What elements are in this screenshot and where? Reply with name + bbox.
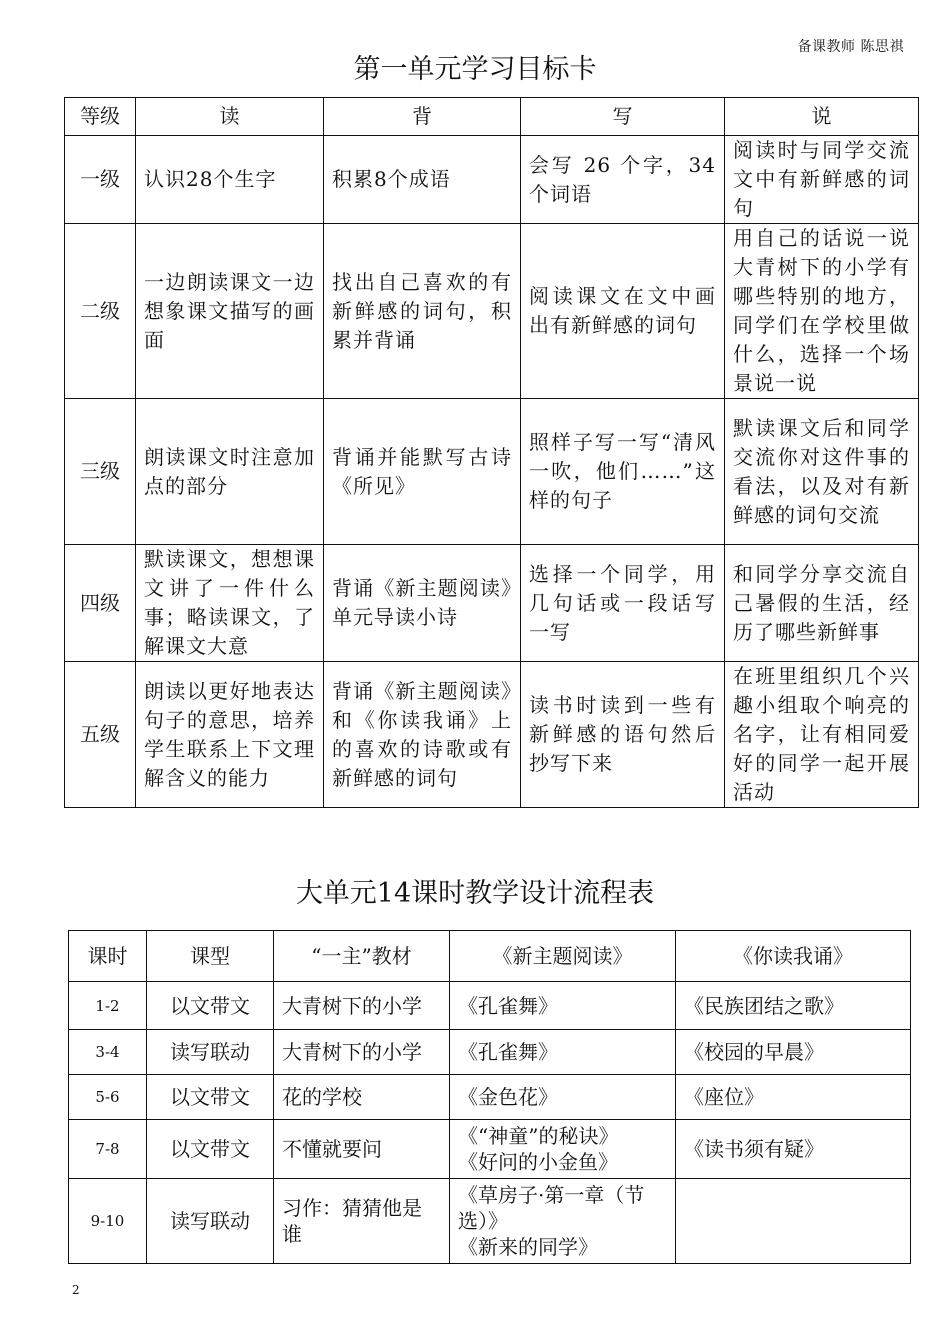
col-header-recite: 背 xyxy=(324,98,521,136)
table-row xyxy=(69,982,911,1030)
col-header-main-text: “一主”教材 xyxy=(274,931,450,982)
write-cell: 读书时读到一些有新鲜感的语句然后抄写下来 xyxy=(521,662,725,808)
theme-reading-cell: 《金色花》 xyxy=(450,1075,676,1120)
theme-reading-cell: 《孔雀舞》 xyxy=(450,1030,676,1075)
lesson-type-cell: 读写联动 xyxy=(147,1179,274,1264)
main-text-cell: 习作：猜猜他是谁 xyxy=(274,1179,450,1264)
table-row xyxy=(69,1030,911,1075)
col-header-type: 课型 xyxy=(147,931,274,982)
write-cell: 照样子写一写“清风一吹，他们……”这样的句子 xyxy=(521,399,725,545)
read-cell: 一边朗读课文一边想象课文描写的画面 xyxy=(136,224,324,399)
lesson-type-cell: 以文带文 xyxy=(147,1120,274,1179)
theme-reading-cell: 《孔雀舞》 xyxy=(450,982,676,1030)
level-cell: 二级 xyxy=(65,224,136,399)
col-header-level: 等级 xyxy=(65,98,136,136)
write-cell: 阅读课文在文中画出有新鲜感的词句 xyxy=(521,224,725,399)
write-cell: 会写 26 个字，34个词语 xyxy=(521,136,725,224)
speak-cell: 默读课文后和同学交流你对这件事的看法，以及对有新鲜感的词句交流 xyxy=(725,399,919,545)
theme-reading-title: 《草房子·第一章（节选）》 xyxy=(458,1183,645,1233)
lesson-cell: 3-4 xyxy=(69,1030,147,1075)
table-row xyxy=(65,545,919,662)
table-row xyxy=(69,1179,911,1264)
speak-cell: 阅读时与同学交流文中有新鲜感的词句 xyxy=(725,136,919,224)
level-cell: 一级 xyxy=(65,136,136,224)
main-text-cell: 花的学校 xyxy=(274,1075,450,1120)
main-text-cell: 大青树下的小学 xyxy=(274,982,450,1030)
plan-header-row xyxy=(69,931,911,982)
recite-book-cell xyxy=(676,1179,911,1264)
lesson-cell: 1-2 xyxy=(69,982,147,1030)
write-cell: 选择一个同学，用几句话或一段话写一写 xyxy=(521,545,725,662)
col-header-read: 读 xyxy=(136,98,324,136)
recite-book-cell: 《读书须有疑》 xyxy=(676,1120,911,1179)
lesson-type-cell: 以文带文 xyxy=(147,1075,274,1120)
read-cell: 朗读以更好地表达句子的意思，培养学生联系上下文理解含义的能力 xyxy=(136,662,324,808)
lesson-cell: 5-6 xyxy=(69,1075,147,1120)
read-cell: 认识28个生字 xyxy=(136,136,324,224)
read-cell: 默读课文，想想课文讲了一件什么事；略读课文，了解课文大意 xyxy=(136,545,324,662)
table-row xyxy=(69,1075,911,1120)
lesson-plan-table xyxy=(68,930,911,1264)
theme-reading-title: 《好问的小金鱼》 xyxy=(458,1150,618,1174)
main-text-cell: 不懂就要问 xyxy=(274,1120,450,1179)
read-cell: 朗读课文时注意加点的部分 xyxy=(136,399,324,545)
recite-cell: 背诵《新主题阅读》和《你读我诵》上的喜欢的诗歌或有新鲜感的词句 xyxy=(324,662,521,808)
lesson-cell: 9-10 xyxy=(69,1179,147,1264)
level-cell: 四级 xyxy=(65,545,136,662)
speak-cell: 在班里组织几个兴趣小组取个响亮的名字，让有相同爱好的同学一起开展活动 xyxy=(725,662,919,808)
theme-reading-cell xyxy=(450,1179,676,1264)
recite-cell: 积累8个成语 xyxy=(324,136,521,224)
table-row xyxy=(65,399,919,545)
level-cell: 三级 xyxy=(65,399,136,545)
col-header-theme-reading: 《新主题阅读》 xyxy=(450,931,676,982)
lesson-type-cell: 以文带文 xyxy=(147,982,274,1030)
main-text-cell: 大青树下的小学 xyxy=(274,1030,450,1075)
page-number: 2 xyxy=(72,1283,80,1297)
theme-reading-title: 《新来的同学》 xyxy=(458,1235,598,1259)
goals-header-row xyxy=(65,98,919,136)
recite-book-cell: 《校园的早晨》 xyxy=(676,1030,911,1075)
lesson-cell: 7-8 xyxy=(69,1120,147,1179)
lesson-type-cell: 读写联动 xyxy=(147,1030,274,1075)
learning-goals-table xyxy=(64,97,919,808)
col-header-speak: 说 xyxy=(725,98,919,136)
col-header-write: 写 xyxy=(521,98,725,136)
recite-cell: 背诵《新主题阅读》单元导读小诗 xyxy=(324,545,521,662)
level-cell: 五级 xyxy=(65,662,136,808)
recite-book-cell: 《座位》 xyxy=(676,1075,911,1120)
goals-title: 第一单元学习目标卡 xyxy=(353,54,597,85)
theme-reading-cell xyxy=(450,1120,676,1179)
recite-book-cell: 《民族团结之歌》 xyxy=(676,982,911,1030)
teacher-name: 备课教师 陈思祺 xyxy=(797,39,904,55)
recite-cell: 背诵并能默写古诗《所见》 xyxy=(324,399,521,545)
table-row xyxy=(65,224,919,399)
col-header-lesson: 课时 xyxy=(69,931,147,982)
plan-title: 大单元14课时教学设计流程表 xyxy=(295,878,655,909)
speak-cell: 用自己的话说一说大青树下的小学有哪些特别的地方，同学们在学校里做什么，选择一个场景说一说 xyxy=(725,224,919,399)
table-row xyxy=(69,1120,911,1179)
table-row xyxy=(65,136,919,224)
table-row xyxy=(65,662,919,808)
recite-cell: 找出自己喜欢的有新鲜感的词句，积累并背诵 xyxy=(324,224,521,399)
col-header-recite-book: 《你读我诵》 xyxy=(676,931,911,982)
speak-cell: 和同学分享交流自己暑假的生活，经历了哪些新鲜事 xyxy=(725,545,919,662)
theme-reading-title: 《“神童”的秘诀》 xyxy=(458,1124,619,1148)
